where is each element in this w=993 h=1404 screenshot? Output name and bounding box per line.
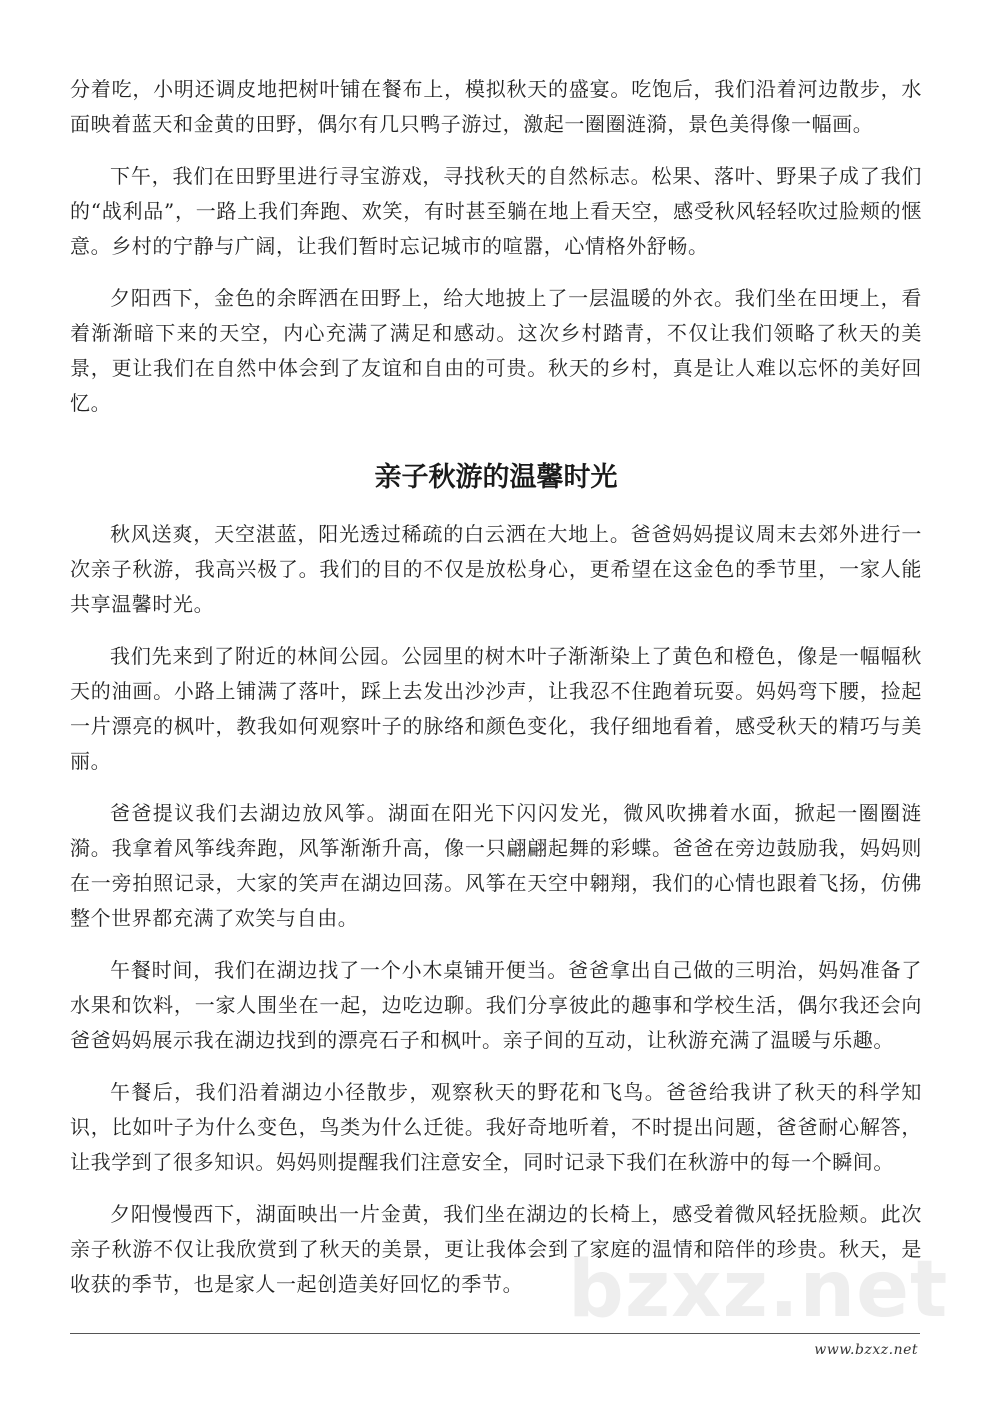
footer-url: www.bzxz.net <box>814 1342 918 1358</box>
paragraph: 夕阳西下，金色的余晖洒在田野上，给大地披上了一层温暖的外衣。我们坐在田埂上，看着渐渐暗下来的天空，内心充满了满足和感动。这次乡村踏青，不仅让我们领略了秋天的美景，更让我们在自然中体会到了友谊和自由的可贵。秋天的乡村，真是让人难以忘怀的美好回忆。 <box>70 286 922 415</box>
section-rural-outing-continued <box>70 72 922 438</box>
section-title: 亲子秋游的温馨时光 <box>374 462 618 493</box>
footer-divider <box>70 1333 920 1334</box>
paragraph: 我们先来到了附近的林间公园。公园里的树木叶子渐渐染上了黄色和橙色，像是一幅幅秋天的油画。小路上铺满了落叶，踩上去发出沙沙声，让我忍不住跑着玩耍。妈妈弯下腰，捡起一片漂亮的枫叶，教我如何观察叶子的脉络和颜色变化，我仔细地看着，感受秋天的精巧与美丽。 <box>70 644 922 773</box>
watermark-logo: bzxz.net <box>568 1245 949 1335</box>
paragraph: 下午，我们在田野里进行寻宝游戏，寻找秋天的自然标志。松果、落叶、野果子成了我们的“战利品”，一路上我们奔跑、欢笑，有时甚至躺在地上看天空，感受秋风轻轻吹过脸颊的惬意。乡村的宁静与广阔，让我们暂时忘记城市的喧嚣，心情格外舒畅。 <box>70 164 922 258</box>
section-family-autumn-trip <box>70 517 922 1319</box>
paragraph: 午餐时间，我们在湖边找了一个小木桌铺开便当。爸爸拿出自己做的三明治，妈妈准备了水果和饮料，一家人围坐在一起，边吃边聊。我们分享彼此的趣事和学校生活，偶尔我还会向爸爸妈妈展示我在湖边找到的漂亮石子和枫叶。亲子间的互动，让秋游充满了温暖与乐趣。 <box>70 958 922 1052</box>
paragraph: 爸爸提议我们去湖边放风筝。湖面在阳光下闪闪发光，微风吹拂着水面，掀起一圈圈涟漪。我拿着风筝线奔跑，风筝渐渐升高，像一只翩翩起舞的彩蝶。爸爸在旁边鼓励我，妈妈则在一旁拍照记录，大家的笑声在湖边回荡。风筝在天空中翱翔，我们的心情也跟着飞扬，仿佛整个世界都充满了欢笑与自由。 <box>70 801 922 930</box>
paragraph: 午餐后，我们沿着湖边小径散步，观察秋天的野花和飞鸟。爸爸给我讲了秋天的科学知识，比如叶子为什么变色，鸟类为什么迁徙。我好奇地听着，不时提出问题，爸爸耐心解答，让我学到了很多知识。妈妈则提醒我们注意安全，同时记录下我们在秋游中的每一个瞬间。 <box>70 1080 922 1174</box>
paragraph: 分着吃，小明还调皮地把树叶铺在餐布上，模拟秋天的盛宴。吃饱后，我们沿着河边散步，水面映着蓝天和金黄的田野，偶尔有几只鸭子游过，激起一圈圈涟漪，景色美得像一幅画。 <box>70 77 922 136</box>
paragraph: 秋风送爽，天空湛蓝，阳光透过稀疏的白云洒在大地上。爸爸妈妈提议周末去郊外进行一次亲子秋游，我高兴极了。我们的目的不仅是放松身心，更希望在这金色的季节里，一家人能共享温馨时光。 <box>70 522 922 616</box>
paragraph: 夕阳慢慢西下，湖面映出一片金黄，我们坐在湖边的长椅上，感受着微风轻抚脸颊。此次亲子秋游不仅让我欣赏到了秋天的美景，更让我体会到了家庭的温情和陪伴的珍贵。秋天，是收获的季节，也是家人一起创造美好回忆的季节。 <box>70 1202 922 1296</box>
